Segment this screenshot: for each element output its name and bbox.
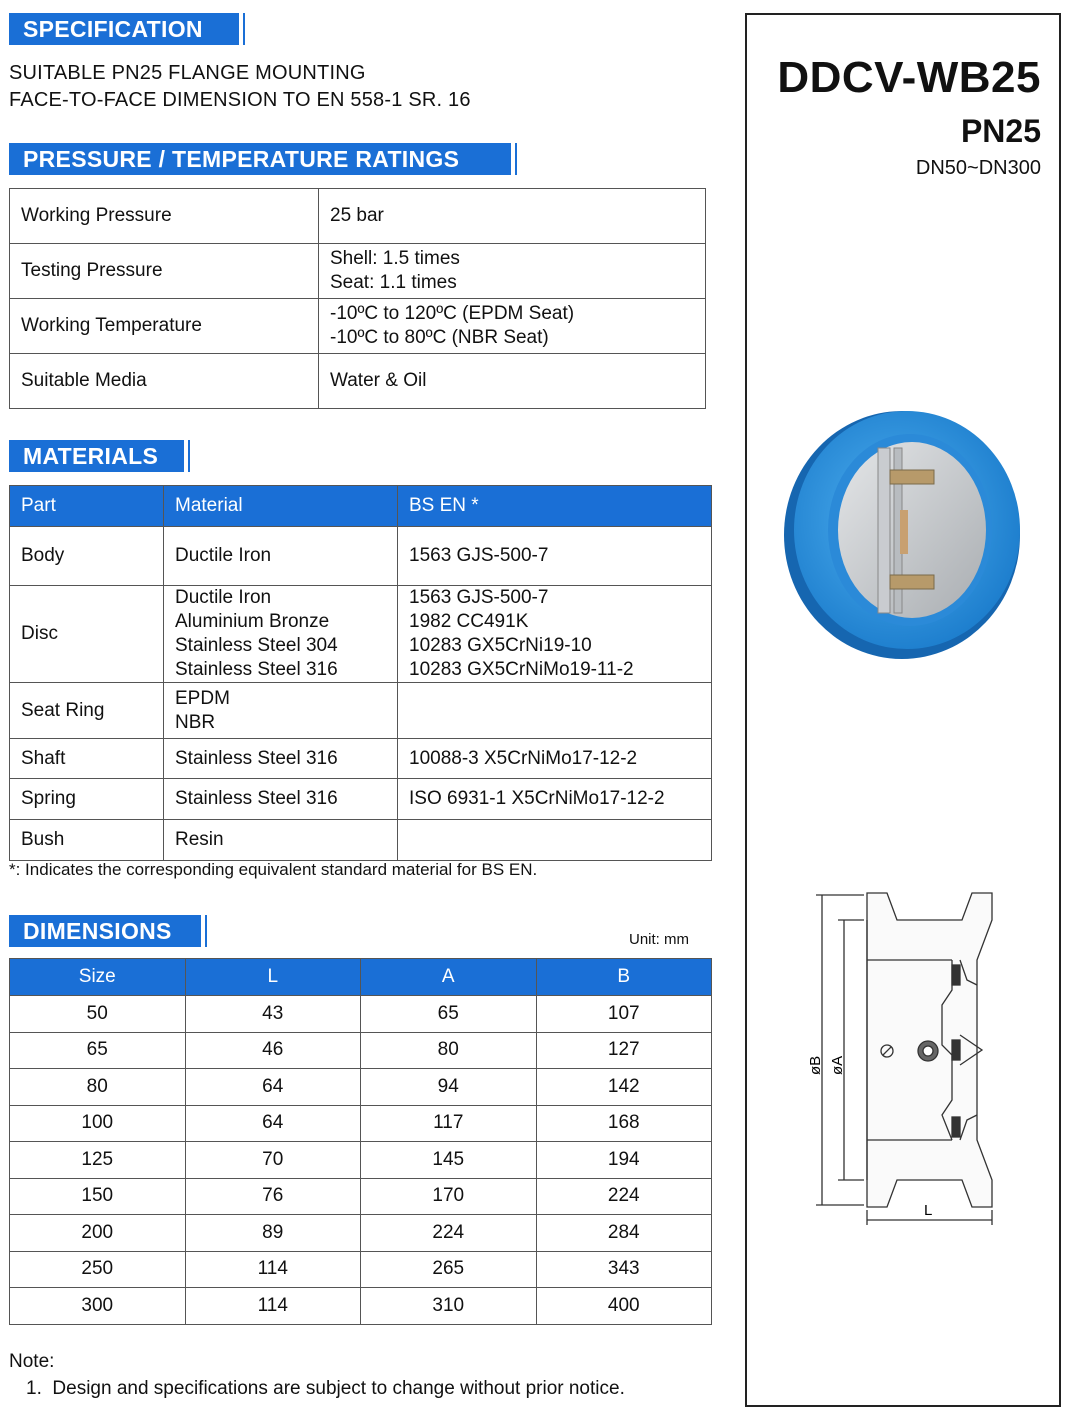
material-name: Resin [164,820,398,861]
dimension-b: 343 [536,1251,712,1288]
material-name: Ductile Iron [164,527,398,586]
dimension-size: 300 [10,1288,186,1325]
materials-col-standard: BS EN * [398,486,712,527]
dimension-size: 65 [10,1032,186,1069]
material-standard: 10088-3 X5CrNiMo17-12-2 [398,739,712,779]
materials-footnote: *: Indicates the corresponding equivalent standard material for BS EN. [9,860,538,879]
materials-row [10,683,712,739]
dimension-l: 70 [185,1142,361,1179]
ratings-value: -10ºC to 120ºC (EPDM Seat) -10ºC to 80ºC (NBR Seat) [319,299,706,354]
materials-row [10,739,712,779]
spec-line-2: FACE-TO-FACE DIMENSION TO EN 558-1 SR. 16 [9,89,471,111]
material-name: Stainless Steel 316 [164,779,398,820]
dimensions-body [10,996,712,1325]
drawing-label-dia-b: øB [807,1055,824,1075]
materials-col-part: Part [10,486,164,527]
specification-heading: SPECIFICATION [9,13,239,45]
dimension-size: 150 [10,1178,186,1215]
dimensions-row [10,1178,712,1215]
dimension-l: 46 [185,1032,361,1069]
ratings-label: Testing Pressure [10,244,319,299]
dimension-b: 400 [536,1288,712,1325]
dimension-l: 89 [185,1215,361,1252]
dimension-b: 127 [536,1032,712,1069]
spec-line-1: SUITABLE PN25 FLANGE MOUNTING [9,62,366,84]
note-item-text: Design and specifications are subject to change without prior notice. [52,1378,625,1399]
ratings-value: Water & Oil [319,354,706,409]
materials-table [9,485,712,861]
material-standard [398,820,712,861]
product-pressure-class: PN25 [960,113,1041,149]
dimension-size: 200 [10,1215,186,1252]
dimension-a: 65 [361,996,537,1033]
materials-heading: MATERIALS [9,440,184,472]
dimension-a: 224 [361,1215,537,1252]
material-name: Ductile Iron Aluminium Bronze Stainless Steel 304 Stainless Steel 316 [164,586,398,683]
dimension-b: 168 [536,1105,712,1142]
valve-drawing [802,885,1052,1225]
dimension-a: 145 [361,1142,537,1179]
materials-col-material: Material [164,486,398,527]
material-name: EPDM NBR [164,683,398,739]
ratings-label: Working Temperature [10,299,319,354]
dimensions-row [10,1069,712,1106]
dimension-a: 170 [361,1178,537,1215]
dimension-b: 142 [536,1069,712,1106]
dimensions-row [10,1105,712,1142]
dimension-l: 114 [185,1251,361,1288]
note-item-number: 1. [26,1378,53,1399]
ratings-value: 25 bar [319,189,706,244]
note-item [26,1378,625,1400]
material-part: Bush [10,820,164,861]
dimension-a: 265 [361,1251,537,1288]
dimensions-row [10,1215,712,1252]
ratings-table [9,188,706,409]
dimensions-row [10,1288,712,1325]
dimension-l: 114 [185,1288,361,1325]
dimensions-col-a: A [361,959,537,996]
note-label: Note: [9,1351,55,1372]
drawing-label-length: L [924,1202,933,1219]
drawing-label-dia-a: øA [829,1055,846,1075]
product-dn-range: DN50~DN300 [915,157,1041,179]
valve-photo [782,400,1032,670]
material-name: Stainless Steel 316 [164,739,398,779]
dimensions-heading: DIMENSIONS [9,915,201,947]
dimension-a: 80 [361,1032,537,1069]
materials-row [10,820,712,861]
ratings-row [10,299,706,354]
dimensions-col-b: B [536,959,712,996]
dimension-size: 100 [10,1105,186,1142]
material-part: Spring [10,779,164,820]
materials-row [10,586,712,683]
dimension-l: 64 [185,1069,361,1106]
dimension-a: 94 [361,1069,537,1106]
materials-row [10,779,712,820]
dimensions-row [10,1032,712,1069]
materials-row [10,527,712,586]
dimension-b: 194 [536,1142,712,1179]
dimensions-row [10,1142,712,1179]
material-standard: 1563 GJS-500-7 1982 CC491K 10283 GX5CrNi19-10 10283 GX5CrNiMo19-11-2 [398,586,712,683]
dimension-b: 284 [536,1215,712,1252]
dimensions-row [10,1251,712,1288]
dimensions-col-size: Size [10,959,186,996]
dimension-a: 310 [361,1288,537,1325]
ratings-value: Shell: 1.5 times Seat: 1.1 times [319,244,706,299]
ratings-label: Suitable Media [10,354,319,409]
dimension-size: 125 [10,1142,186,1179]
ratings-heading: PRESSURE / TEMPERATURE RATINGS [9,143,511,175]
dimension-b: 107 [536,996,712,1033]
product-model: DDCV-WB25 [777,53,1041,102]
material-part: Body [10,527,164,586]
dimension-a: 117 [361,1105,537,1142]
material-part: Seat Ring [10,683,164,739]
dimension-size: 250 [10,1251,186,1288]
ratings-label: Working Pressure [10,189,319,244]
dimension-b: 224 [536,1178,712,1215]
dimension-l: 76 [185,1178,361,1215]
material-standard: ISO 6931-1 X5CrNiMo17-12-2 [398,779,712,820]
ratings-row [10,354,706,409]
dimensions-row [10,996,712,1033]
product-panel [745,13,1061,1407]
dimension-size: 50 [10,996,186,1033]
dimension-l: 64 [185,1105,361,1142]
dimension-l: 43 [185,996,361,1033]
material-part: Disc [10,586,164,683]
dimensions-table [9,958,712,1325]
ratings-row [10,244,706,299]
dimensions-col-l: L [185,959,361,996]
ratings-row [10,189,706,244]
material-standard [398,683,712,739]
material-part: Shaft [10,739,164,779]
dimensions-unit: Unit: mm [629,931,689,948]
dimension-size: 80 [10,1069,186,1106]
material-standard: 1563 GJS-500-7 [398,527,712,586]
